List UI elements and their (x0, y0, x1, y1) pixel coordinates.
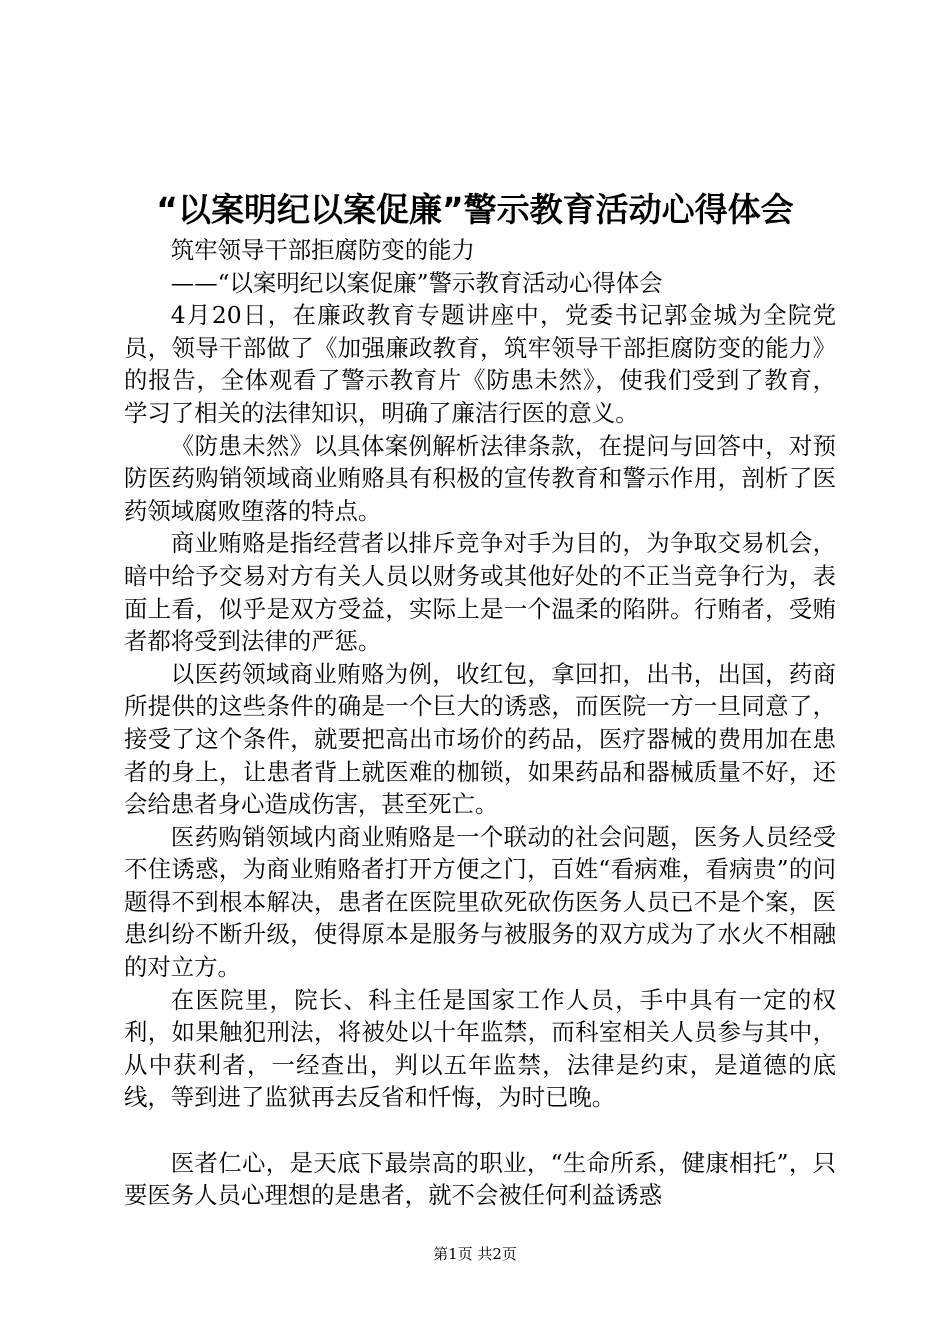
paragraph: 《防患未然》以具体案例解析法律条款，在提问与回答中，对预防医药购销领域商业贿赂具有积极的宣传教育和警示作用，剖析了医药领域腐败堕落的特点。 (124, 431, 836, 525)
paragraph: 在医院里，院长、科主任是国家工作人员，手中具有一定的权利，如果触犯刑法，将被处以十年监禁，而科室相关人员参与其中，从中获利者，一经查出，判以五年监禁，法律是约束，是道德的底线，等到进了监狱再去反省和忏悔，为时已晚。 (124, 985, 836, 1112)
paragraph: 商业贿赂是指经营者以排斥竞争对手为目的，为争取交易机会，暗中给予交易对方有关人员以财务或其他好处的不正当竞争行为，表面上看，似乎是双方受益，实际上是一个温柔的陷阱。行贿者，受贿者都将受到法律的严惩。 (124, 529, 836, 656)
document-subtitle: 筑牢领导干部拒腐防变的能力 (170, 236, 475, 264)
page-number: 第1页 共2页 (433, 1245, 517, 1263)
paragraph: 以医药领域商业贿赂为例，收红包，拿回扣，出书，出国，药商所提供的这些条件的确是一个巨大的诱惑，而医院一方一旦同意了，接受了这个条件，就要把高出市场价的药品，医疗器械的费用加在患者的身上，让患者背上就医难的枷锁，如果药品和器械质量不好，还会给患者身心造成伤害，甚至死亡。 (124, 659, 836, 819)
document-subtitle-2: ——“以案明纪以案促廉”警示教育活动心得体会 (170, 268, 663, 297)
paragraph: 医者仁心，是天底下最崇高的职业，“生命所系，健康相托”，只要医务人员心理想的是患者，就不会被任何利益诱惑 (124, 1148, 836, 1210)
document-title: “以案明纪以案促廉”警示教育活动心得体会 (156, 190, 794, 229)
paragraph: 医药购销领域内商业贿赂是一个联动的社会问题，医务人员经受不住诱惑，为商业贿赂者打开方便之门，百姓“看病难，看病贵”的问题得不到根本解决，患者在医院里砍死砍伤医务人员已不是个案，医患纠纷不断升级，使得原本是服务与被服务的双方成为了水火不相融的对立方。 (124, 822, 836, 982)
document-body (124, 234, 836, 1212)
paragraph: 4月20日，在廉政教育专题讲座中，党委书记郭金城为全院党员，领导干部做了《加强廉政教育，筑牢领导干部拒腐防变的能力》的报告，全体观看了警示教育片《防患未然》，使我们受到了教育，学习了相关的法律知识，明确了廉洁行医的意义。 (124, 301, 836, 427)
